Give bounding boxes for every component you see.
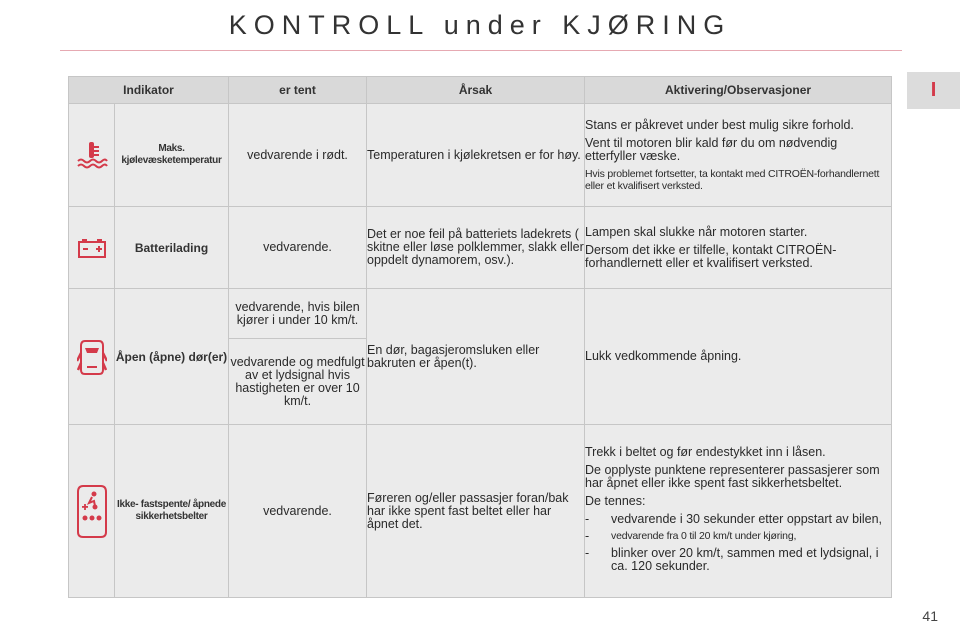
activation bbox=[585, 425, 892, 598]
list-item-text: vedvarende i 30 sekunder etter oppstart av bilen, bbox=[611, 511, 883, 526]
header-cause: Årsak bbox=[367, 77, 585, 104]
activation-line: Lampen skal slukke når motoren starter. bbox=[585, 224, 808, 239]
header-activation: Aktivering/Observasjoner bbox=[585, 77, 892, 104]
activation bbox=[585, 289, 892, 425]
table-row bbox=[69, 207, 892, 289]
lit-condition: vedvarende i rødt. bbox=[229, 104, 367, 207]
table-row bbox=[69, 104, 892, 207]
lit-condition: vedvarende og medfulgt av et lydsignal hvis hastigheten er over 10 km/t. bbox=[229, 339, 367, 425]
cause: Temperaturen i kjølekretsen er for høy. bbox=[367, 104, 585, 207]
cause: Føreren og/eller passasjer foran/bak har ikke spent fast beltet eller har åpnet det. bbox=[367, 425, 585, 598]
list-item bbox=[585, 547, 891, 573]
list-item bbox=[585, 513, 891, 526]
header-lit: er tent bbox=[229, 77, 367, 104]
activation-line: De tennes: bbox=[585, 493, 646, 508]
activation-line: Stans er påkrevet under best mulig sikre forhold. bbox=[585, 117, 854, 132]
lit-condition: vedvarende. bbox=[229, 425, 367, 598]
activation-line: Lukk vedkommende åpning. bbox=[585, 349, 742, 363]
list-item bbox=[585, 530, 891, 543]
activation-line: Vent til motoren blir kald før du om nødvendig etterfyller væske. bbox=[585, 135, 838, 163]
header-indicator: Indikator bbox=[69, 77, 229, 104]
seatbelt-icon bbox=[74, 502, 110, 519]
list-item-text: blinker over 20 km/t, sammen med et lydsignal, i ca. 120 sekunder. bbox=[611, 545, 879, 573]
activation bbox=[585, 104, 892, 207]
activation-note: Hvis problemet fortsetter, ta kontakt med CITROËN-forhandlernett eller et kvalifisert verksted. bbox=[585, 167, 880, 192]
bullet-marker: - bbox=[585, 528, 590, 543]
table-row bbox=[69, 425, 892, 598]
row-icon-cell bbox=[69, 104, 115, 207]
activation bbox=[585, 207, 892, 289]
page-title: KONTROLL under KJØRING bbox=[228, 10, 732, 40]
indicator-name: Batterilading bbox=[115, 207, 229, 289]
table-header-row bbox=[69, 77, 892, 104]
chapter-tab[interactable]: I bbox=[907, 72, 960, 109]
indicator-table bbox=[68, 76, 892, 598]
cause: Det er noe feil på batteriets ladekrets ( skitne eller løse polklemmer, slakk eller oppdelt dynamorem, osv.). bbox=[367, 207, 585, 289]
title-divider bbox=[60, 50, 902, 51]
row-icon-cell bbox=[69, 425, 115, 598]
cause: En dør, bagasjeromsluken eller bakruten er åpen(t). bbox=[367, 289, 585, 425]
table-row bbox=[69, 289, 892, 339]
bullet-marker: - bbox=[585, 545, 590, 560]
page-number: 41 bbox=[922, 608, 938, 624]
indicator-name: Maks. kjølevæsketemperatur bbox=[115, 104, 229, 207]
bullet-marker: - bbox=[585, 511, 590, 526]
indicator-name: Åpen (åpne) dør(er) bbox=[115, 289, 229, 425]
battery-icon bbox=[77, 239, 107, 256]
lit-condition: vedvarende. bbox=[229, 207, 367, 289]
door-open-icon bbox=[77, 348, 107, 365]
lit-condition: vedvarende, hvis bilen kjører i under 10 km/t. bbox=[229, 289, 367, 339]
activation-line: De opplyste punktene representerer passasjerer som har åpnet eller ikke spent fast sikkerhetsbeltet. bbox=[585, 462, 880, 490]
coolant-temperature-icon bbox=[75, 146, 109, 163]
row-icon-cell bbox=[69, 207, 115, 289]
activation-line: Trekk i beltet og før endestykket inn i låsen. bbox=[585, 444, 826, 459]
list-item-text: vedvarende fra 0 til 20 km/t under kjøring, bbox=[611, 529, 797, 542]
activation-line: Dersom det ikke er tilfelle, kontakt CITROËN-forhandlernett eller et kvalifisert verksted. bbox=[585, 242, 837, 270]
row-icon-cell bbox=[69, 289, 115, 425]
indicator-name: Ikke- fastspente/ åpnede sikkerhetsbelter bbox=[115, 425, 229, 598]
